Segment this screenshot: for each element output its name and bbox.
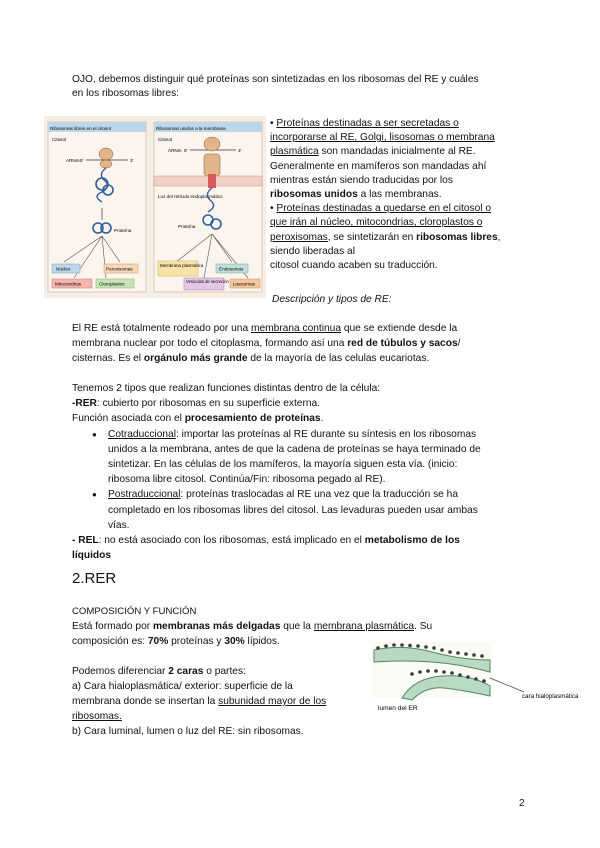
note-line: • Proteínas destinadas a ser secretadas o [270, 118, 459, 129]
desc-text: orgánulo más grande [143, 353, 248, 364]
note-line: citosol cuando acaben su traducción. [270, 260, 438, 272]
types-text: procesamiento de proteínas [184, 413, 321, 425]
note-line: incorporarse al RE, Golgi, lisosomas o membrana [270, 132, 495, 144]
types-line [108, 487, 542, 502]
re-description [72, 321, 542, 366]
comp-text: 30% [224, 636, 245, 647]
comp-text: o partes: [203, 666, 246, 677]
protein-label: Proteína [114, 228, 132, 233]
types-line [72, 396, 542, 411]
types-line: ribosoma libre citosol. Continúa/Fin: ribosoma pegado al RE). [108, 474, 386, 486]
page-number: 2 [519, 798, 525, 809]
comp-text: composición es: [72, 636, 148, 647]
rer-membrane-figure [372, 642, 579, 714]
bullet-icon: ● [92, 490, 97, 500]
label-peroxisomas: Peroxisomas [106, 266, 133, 272]
types-line [72, 411, 542, 426]
types-line: unidos a la membrana, antes de que la cadena de proteínas se haya terminado de [108, 443, 481, 455]
label-endosomas: Endosomas [219, 266, 244, 272]
note-text: Proteínas destinadas a quedarse en el citosol o [276, 203, 492, 215]
note-line: que irán al núcleo, mitocondrias, cloroplastos o [270, 217, 483, 229]
types-line: vías. [108, 519, 130, 531]
desc-text: membrana continua [250, 323, 342, 334]
panel-right-title: Ribosomas unidos a la membrana [156, 126, 226, 131]
label-membrana: Membrana plasmática [160, 263, 204, 268]
note-text: Proteínas destinadas a ser secretadas o [276, 118, 459, 129]
desc-text: / [457, 338, 461, 349]
note-line: Generalmente en mamíferos son mandadas ahí [270, 160, 487, 172]
desc-line [72, 351, 542, 366]
note-text: a las membranas. [357, 189, 442, 201]
note-text: peroxisomas, [270, 231, 331, 243]
comp-text: membranas más delgadas [152, 621, 281, 632]
desc-text: membrana nuclear por todo el citoplasma, formando así una [72, 338, 348, 349]
types-text: - REL [72, 535, 99, 547]
arnm-label: ARNm [168, 148, 182, 153]
types-text: : cubierto por ribosomas en su superficie externa. [96, 398, 321, 410]
comp-text: membrana donde se insertan la [72, 696, 219, 707]
comp-text: Está formado por [72, 621, 153, 632]
label-lumen: lumen del ER [378, 705, 418, 712]
intro-line: OJO, debemos distinguir qué proteínas son sintetizadas en los ribosomas del RE y cuáles [72, 74, 479, 85]
translocon [208, 174, 216, 188]
note-line [270, 145, 540, 159]
types-text: : no está asociado con los ribosomas, está implicado en el [98, 535, 365, 547]
types-line [72, 548, 542, 563]
ribosome-large-subunit [204, 137, 220, 151]
label-nucleo: Núcleo [56, 266, 71, 272]
note-line: mientras están siendo traducidas por los [270, 174, 453, 186]
intro-line: en los ribosomas libres: [72, 88, 180, 100]
protein-label: Proteína [178, 224, 196, 229]
comp-text: Podemos diferenciar [72, 666, 169, 677]
types-line: sintetizar. En las células de los mamíferos, la mayoría siguen esta vía. (inicio: [108, 459, 458, 471]
desc-line [72, 321, 542, 336]
desc-text: que se extiende desde la [341, 323, 458, 334]
types-line: completado en los ribosomas libres del citosol. Las levaduras pueden usar ambas [108, 504, 478, 516]
desc-text: cisternas. Es el [72, 353, 144, 364]
re-types [72, 381, 542, 563]
label-lisosomas: Lisosomas [233, 281, 255, 287]
arnm-label: ARNm [66, 158, 80, 163]
comp-line [72, 619, 482, 634]
comp-text: 2 caras [168, 666, 204, 677]
panel-left-title: Ribosomas libres en el citosol [50, 126, 111, 131]
note-text: son mandadas inicialmente al RE. [318, 146, 476, 158]
label-cara-hialoplasmatica: cara hialoplasmática [522, 693, 579, 700]
postraduccional-item [92, 487, 542, 533]
types-text: metabolismo de los [364, 535, 460, 547]
three-prime-label: 3' [130, 158, 134, 163]
ribosome-small-subunit [100, 160, 112, 168]
types-text: : importar las proteínas al RE durante su síntesis en los ribosomas [175, 428, 477, 440]
note-text: se sintetizarán en [330, 231, 417, 243]
label-mitocondrias: Mitocondrias [55, 281, 82, 287]
comp-text: 70% [147, 636, 169, 647]
desc-text: de la mayoría de las celulas eucariotas. [247, 353, 430, 364]
note-text: , [497, 231, 501, 243]
note-line: • Proteínas destinadas a quedarse en el citosol o [270, 203, 492, 215]
pointer-line [490, 678, 524, 692]
section-title: Descripción y tipos de RE: [272, 294, 392, 305]
label-cloroplastos: Cloroplastos [99, 281, 125, 287]
three-prime-label: 3' [238, 148, 242, 153]
types-text: Postraduccional [108, 489, 181, 501]
types-text: . [320, 413, 324, 425]
citosol-label: Citosol [158, 137, 173, 142]
cotraduccional-item [92, 427, 542, 488]
comp-text: que la [280, 621, 314, 632]
citosol-label: Citosol [52, 137, 67, 142]
label-vesiculas: Vesículas de secreción [186, 279, 229, 284]
desc-text: El RE está totalmente rodeado por una [72, 323, 251, 334]
comp-text: lípidos. [244, 636, 280, 647]
comp-text: membrana plasmática [313, 621, 415, 632]
comp-text: . Su [414, 621, 433, 632]
comp-text: proteínas y [168, 636, 225, 647]
types-line [108, 427, 542, 442]
composition-title: COMPOSICIÓN Y FUNCIÓN [72, 606, 197, 617]
desc-text: red de túbulos y sacos [347, 338, 458, 349]
note-text: plasmática [270, 146, 319, 158]
types-text: : proteínas traslocadas al RE una vez que la traducción se ha [180, 489, 458, 501]
ribosome-notes [270, 117, 540, 273]
bullet-icon: ● [92, 429, 97, 439]
note-line [270, 231, 540, 245]
types-text: líquidos [72, 550, 112, 562]
comp-line: b) Cara luminal, lumen o luz del RE: sin ribosomas. [72, 726, 304, 737]
comp-text: subunidad mayor de los [218, 696, 327, 707]
note-line: siendo liberadas al [270, 245, 355, 257]
note-line [270, 188, 540, 202]
ribosome-large-subunit [99, 148, 113, 160]
ribosome-small-subunit [204, 154, 220, 176]
types-text: Cotraduccional [108, 428, 176, 440]
ribosome-figure [44, 116, 266, 298]
comp-line: ribosomas. [72, 711, 122, 722]
heading-rer: 2.RER [72, 570, 117, 587]
comp-line: a) Cara hialoplasmática/ exterior: superficie de la [72, 681, 293, 692]
types-line: Tenemos 2 tipos que realizan funciones distintas dentro de la célula: [72, 383, 381, 394]
note-text: ribosomas unidos [270, 189, 358, 201]
lumen-label: Luz del retículo endoplasmático [158, 194, 223, 199]
types-line [72, 533, 542, 548]
five-prime-label: 5' [80, 158, 84, 163]
desc-line [72, 336, 542, 351]
five-prime-label: 5' [184, 148, 188, 153]
note-text: ribosomas libres [416, 231, 498, 243]
types-text: Función asociada con el [72, 413, 185, 425]
types-text: -RER [72, 398, 97, 410]
intro-paragraph [72, 73, 479, 101]
